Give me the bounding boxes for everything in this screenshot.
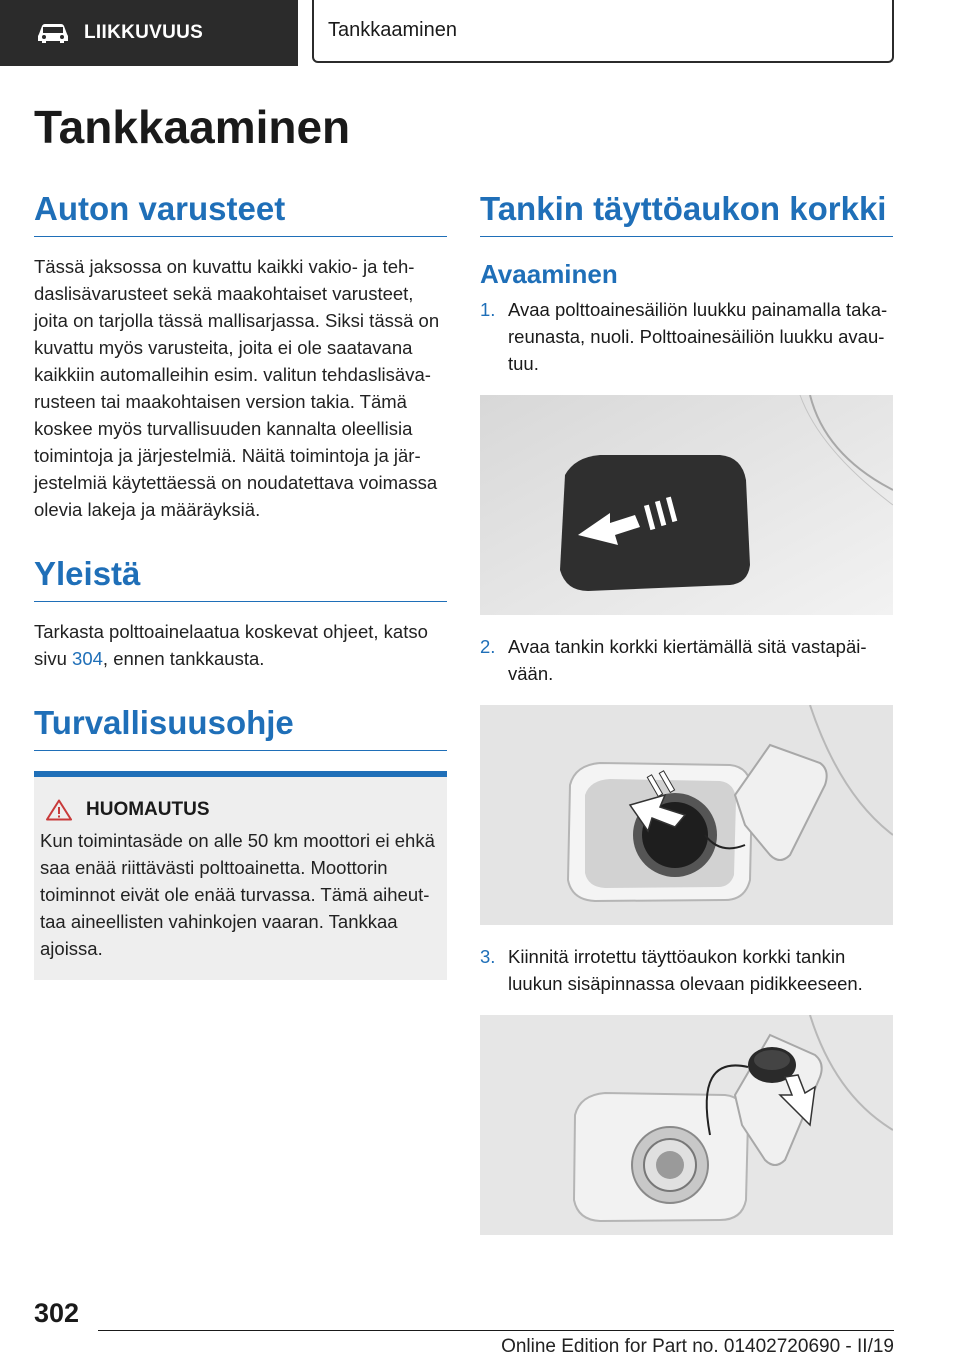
equipment-text: Tässä jaksossa on kuvattu kaikki vakio- ja tehdaslisävarusteet sekä maakohtaiset varusteet, joita on tarjolla tässä mallisarjassa. Siksi tässä on kuvattu myös varusteita, joita ei ole saatavana kaikkiin automalleihin esim. valitun tehdaslisävarusteen tai maakohtaisen version takia. Tämä koskee myös turvallisuuden kannalta oleellisia toimintoja ja järjestelmiä. Näitä toimintoja ja järjestelmiä käytettäessä on noudatettava voimassa olevia lakeja ja määräyksiä. [34,256,440,520]
section-tab [0,0,298,66]
warning-box [34,771,447,980]
step-3 [480,943,893,997]
opening-subheading: Avaaminen [480,259,618,289]
step-number: 1. [480,299,496,320]
left-column [34,190,447,980]
fuel-cap-holder-illustration [480,1015,893,1235]
step-number: 3. [480,946,496,967]
safety-heading: Turvallisuusohje [34,704,447,751]
car-icon [36,22,70,44]
step-text: Kiinnitä irrotettu täyttöaukon korkki tankin luukun sisäpinnassa olevaan pidikkeeseen. [508,946,863,994]
general-heading: Yleistä [34,555,447,602]
step-2 [480,633,893,687]
step-text: Avaa polttoainesäiliön luukku painamalla takareunasta, nuoli. Polttoainesäiliön luukku avautuu. [508,299,888,374]
warning-triangle-icon [46,799,72,821]
step-text: Avaa tankin korkki kiertämällä sitä vastapäivään. [508,636,867,684]
step-number: 2. [480,636,496,657]
chapter-header [312,0,894,63]
warning-title: HUOMAUTUS [86,799,210,820]
fuel-cap-heading: Tankin täyttöaukon korkki [480,190,893,237]
fuel-cap-turn-illustration [480,705,893,925]
footer-divider [98,1330,894,1331]
right-column [480,190,893,1235]
general-text: Tarkasta polttoainelaatua koskevat ohjeet, katso sivu 304, ennen tankkausta. [34,621,428,669]
page-title: Tankkaaminen [34,101,351,153]
warning-header [40,799,441,821]
warning-text: Kun toimintasäde on alle 50 km moottori ei ehkä saa enää riittävästi polttoainetta. Moottorin toiminnot eivät ole enää turvassa. Tämä aiheuttaa aineellisten vahinkojen vaaran. Tankkaa ajoissa. [40,830,435,959]
fuel-flap-illustration [480,395,893,615]
edition-label: Online Edition for Part no. 01402720690 - II/19 [501,1336,894,1357]
step-1 [480,296,893,377]
chapter-label: Tankkaaminen [328,19,457,41]
section-label: LIIKKUVUUS [84,22,204,43]
page-link[interactable]: 304 [72,648,103,669]
equipment-heading: Auton varusteet [34,190,447,237]
page-number: 302 [34,1298,80,1328]
